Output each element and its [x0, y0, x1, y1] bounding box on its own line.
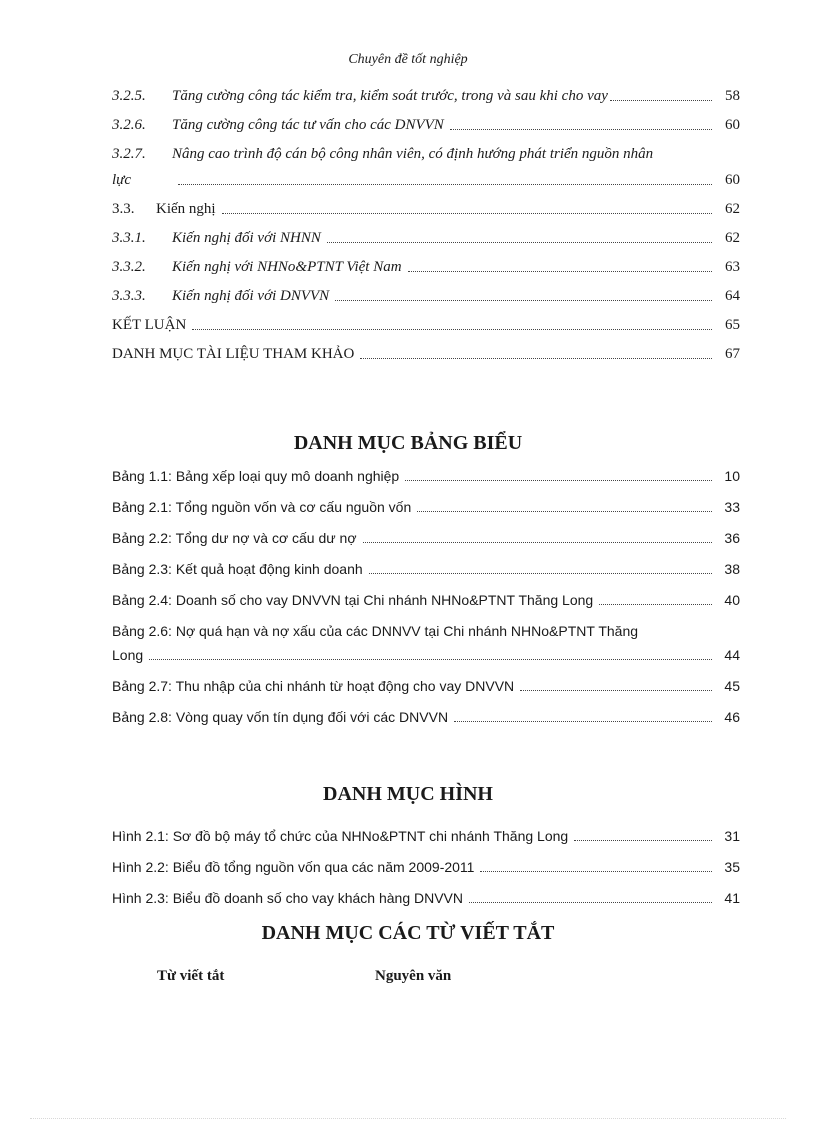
leader-dots — [454, 721, 712, 722]
list-item-text: Bảng 2.3: Kết quả hoạt động kinh doanh — [112, 561, 363, 577]
toc-text: Tăng cường công tác kiểm tra, kiểm soát trước, trong và sau khi cho vay — [172, 88, 608, 104]
toc-text: Nâng cao trình độ cán bộ công nhân viên, có định hướng phát triển nguồn nhân — [172, 146, 654, 162]
list-item-page: 10 — [724, 468, 740, 484]
toc-page: 64 — [725, 288, 740, 304]
toc-text: Kiến nghị — [156, 201, 216, 217]
leader-dots — [369, 573, 712, 574]
toc-number: 3.3. — [112, 201, 135, 217]
abbr-column-header: Từ viết tắt — [157, 968, 225, 984]
toc-item — [112, 199, 740, 219]
toc-item — [112, 286, 740, 306]
leader-dots — [335, 300, 712, 301]
tables-list-title: DANH MỤC BẢNG BIỂU — [293, 432, 523, 454]
list-item — [112, 707, 740, 727]
list-item — [112, 590, 740, 610]
list-item-text: Hình 2.2: Biểu đồ tổng nguồn vốn qua các năm 2009-2011 — [112, 859, 475, 875]
leader-dots — [480, 871, 712, 872]
toc-page: 62 — [725, 230, 740, 246]
abbreviations-title: DANH MỤC CÁC TỪ VIẾT TẮT — [261, 922, 555, 944]
leader-dots — [610, 100, 712, 101]
leader-dots — [178, 184, 712, 185]
toc-number: 3.2.5. — [112, 88, 146, 104]
list-item — [112, 826, 740, 846]
toc-text-cont: lực — [112, 172, 132, 188]
toc-number: 3.3.3. — [112, 288, 146, 304]
leader-dots — [222, 213, 712, 214]
toc-number: 3.2.7. — [112, 146, 146, 162]
list-item-text: Bảng 2.4: Doanh số cho vay DNVVN tại Chi nhánh NHNo&PTNT Thăng Long — [112, 592, 594, 608]
toc-text: KẾT LUẬN — [112, 317, 187, 333]
figures-list-title: DANH MỤC HÌNH — [323, 783, 493, 805]
toc-page: 58 — [725, 88, 740, 104]
list-item-text: Bảng 2.2: Tổng dư nợ và cơ cấu dư nợ — [112, 530, 357, 546]
toc-number: 3.2.6. — [112, 117, 146, 133]
toc-text: DANH MỤC TÀI LIỆU THAM KHẢO — [112, 346, 355, 362]
list-item-page: 38 — [724, 561, 740, 577]
leader-dots — [599, 604, 712, 605]
list-item — [112, 621, 740, 665]
list-item-page: 36 — [724, 530, 740, 546]
list-item-page: 44 — [724, 647, 740, 663]
toc-number: 3.3.2. — [112, 259, 146, 275]
page-header: Chuyên đề tốt nghiệp — [348, 52, 468, 67]
toc-page: 65 — [725, 317, 740, 333]
toc-list — [112, 86, 740, 364]
list-item-page: 45 — [724, 678, 740, 694]
tables-list — [112, 466, 740, 727]
list-item — [112, 888, 740, 908]
toc-page: 67 — [725, 346, 740, 362]
toc-number: 3.3.1. — [112, 230, 146, 246]
list-item — [112, 497, 740, 517]
list-item-page: 46 — [724, 709, 740, 725]
list-item — [112, 559, 740, 579]
full-text-column-header: Nguyên văn — [375, 968, 452, 984]
leader-dots — [574, 840, 712, 841]
toc-page: 60 — [725, 117, 740, 133]
list-item — [112, 857, 740, 877]
list-item — [112, 466, 740, 486]
leader-dots — [192, 329, 712, 330]
toc-page: 63 — [725, 259, 740, 275]
leader-dots — [469, 902, 712, 903]
leader-dots — [327, 242, 712, 243]
list-item-text: Hình 2.1: Sơ đồ bộ máy tổ chức của NHNo&PTNT chi nhánh Thăng Long — [112, 828, 569, 844]
toc-item — [112, 228, 740, 248]
toc-item — [112, 315, 740, 335]
leader-dots — [450, 129, 712, 130]
list-item-text: Bảng 2.7: Thu nhập của chi nhánh từ hoạt động cho vay DNVVN — [112, 678, 515, 694]
toc-item — [112, 344, 740, 364]
leader-dots — [149, 659, 712, 660]
list-item-text: Bảng 2.8: Vòng quay vốn tín dụng đối với các DNVVN — [112, 709, 449, 725]
toc-item — [112, 86, 740, 106]
leader-dots — [417, 511, 712, 512]
toc-text: Kiến nghị đối với NHNN — [172, 230, 321, 246]
list-item-page: 41 — [724, 890, 740, 906]
leader-dots — [405, 480, 712, 481]
toc-text: Kiến nghị với NHNo&PTNT Việt Nam — [172, 259, 402, 275]
toc-item — [112, 144, 740, 190]
toc-item — [112, 115, 740, 135]
page-bottom-divider — [30, 1118, 786, 1119]
toc-page: 60 — [725, 172, 740, 188]
list-item — [112, 676, 740, 696]
list-item-text: Bảng 2.6: Nợ quá hạn và nợ xấu của các DNNVV tại Chi nhánh NHNo&PTNT Thăng — [112, 623, 639, 639]
toc-page: 62 — [725, 201, 740, 217]
leader-dots — [408, 271, 712, 272]
toc-text: Kiến nghị đối với DNVVN — [172, 288, 330, 304]
list-item-text: Bảng 1.1: Bảng xếp loại quy mô doanh nghiệp — [112, 468, 400, 484]
list-item-text: Bảng 2.1: Tổng nguồn vốn và cơ cấu nguồn vốn — [112, 499, 412, 515]
leader-dots — [363, 542, 712, 543]
leader-dots — [520, 690, 712, 691]
leader-dots — [360, 358, 712, 359]
list-item-text: Hình 2.3: Biểu đồ doanh số cho vay khách hàng DNVVN — [112, 890, 463, 906]
list-item — [112, 528, 740, 548]
toc-item — [112, 257, 740, 277]
figures-list — [112, 826, 740, 908]
list-item-page: 33 — [724, 499, 740, 515]
list-item-page: 35 — [724, 859, 740, 875]
toc-text: Tăng cường công tác tư vấn cho các DNVVN — [172, 117, 444, 133]
list-item-page: 31 — [724, 828, 740, 844]
list-item-text-cont: Long — [112, 647, 144, 663]
list-item-page: 40 — [724, 592, 740, 608]
